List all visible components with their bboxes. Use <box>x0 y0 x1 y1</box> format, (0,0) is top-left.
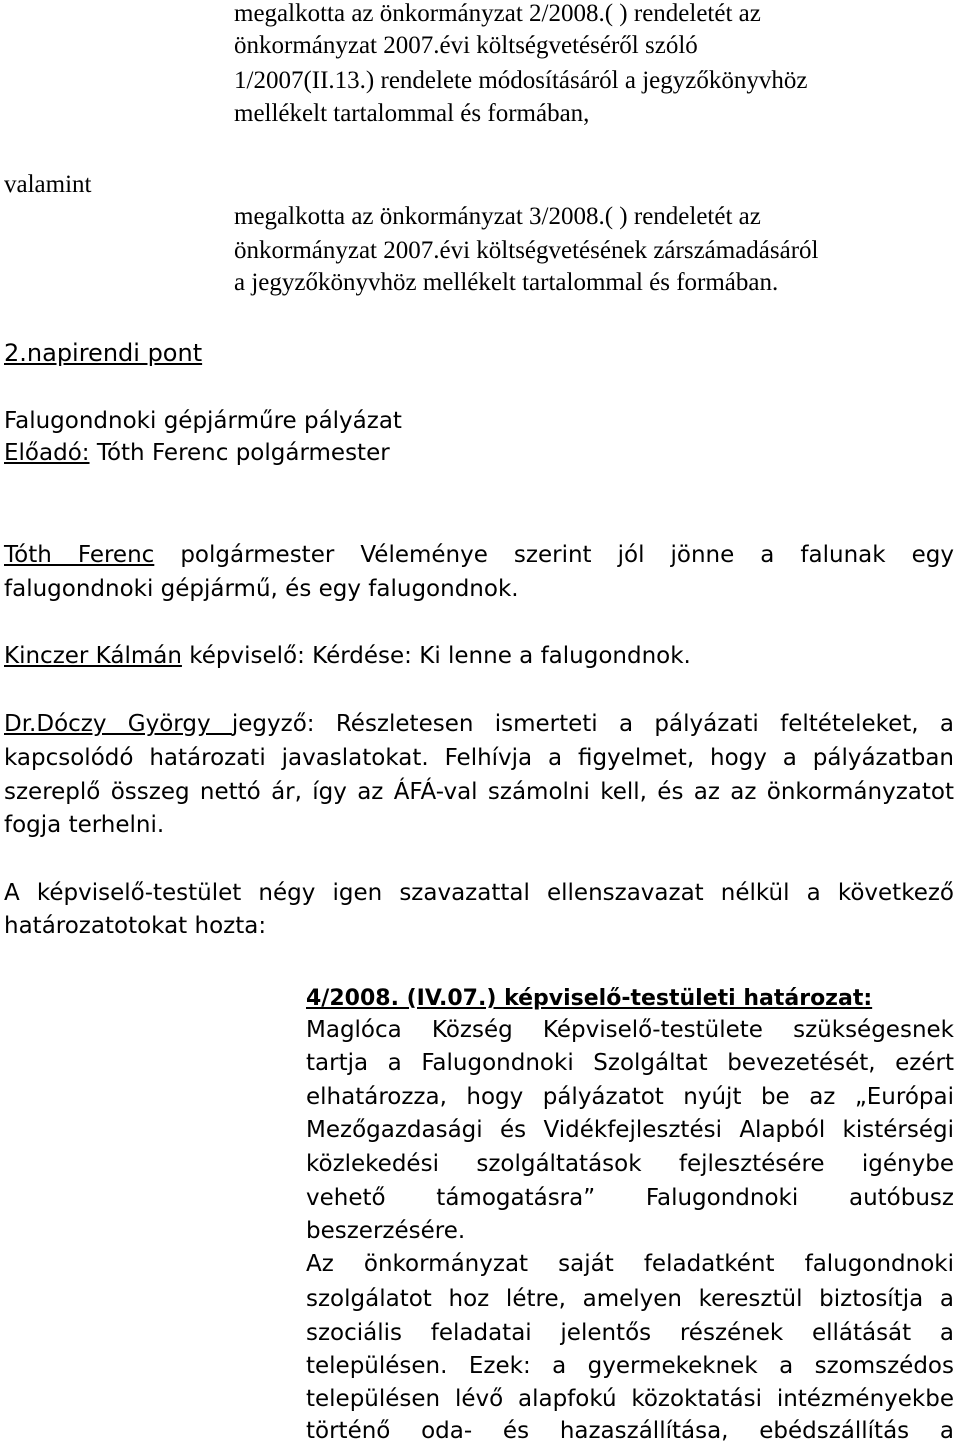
resolution-line-9: szolgálatot hoz létre, amelyen keresztül biztosítja a <box>306 1286 954 1312</box>
p3-speaker: Dr.Dóczy György <box>4 711 232 737</box>
intro-line-2: önkormányzat 2007.évi költségvetéséről szóló <box>234 32 698 59</box>
intro-line-7: a jegyzőkönyvhöz mellékelt tartalommal és formában. <box>234 269 779 296</box>
intro-line-1: megalkotta az önkormányzat 2/2008.( ) rendeletét az <box>234 0 761 27</box>
resolution-line-11: településen. Ezek: a gyermekeknek a szomszédos <box>306 1353 954 1379</box>
p2-line <box>4 641 691 671</box>
p3-line-1 <box>4 709 954 739</box>
intro-line-3: 1/2007(II.13.) rendelete módosításáról a jegyzőkönyvhöz <box>234 67 808 94</box>
resolution-line-4: Mezőgazdasági és Vidékfejlesztési Alapból kistérségi <box>306 1117 954 1143</box>
presenter-name: Tóth Ferenc polgármester <box>89 440 390 466</box>
agenda-presenter-line <box>4 438 390 468</box>
agenda-heading: 2.napirendi pont <box>4 339 203 367</box>
p3-line-1-rest: jegyző: Részletesen ismerteti a pályázati feltételeket, a <box>231 711 955 737</box>
presenter-label: Előadó: <box>4 440 90 466</box>
resolution-line-6: vehető támogatásra” Falugondnoki autóbusz <box>306 1185 954 1211</box>
valamint-label: valamint <box>4 171 92 198</box>
p1-line-1 <box>4 540 954 570</box>
resolution-line-12: településen lévő alapfokú közoktatási intézményekbe <box>306 1386 954 1412</box>
p3-line-4: fogja terhelni. <box>4 812 165 838</box>
resolution-line-2: tartja a Falugondnoki Szolgáltat bevezetését, ezért <box>306 1050 954 1076</box>
intro-line-4: mellékelt tartalommal és formában, <box>234 100 590 127</box>
resolution-title: 4/2008. (IV.07.) képviselő-testületi határozat: <box>306 986 873 1011</box>
p1-line-2: falugondnoki gépjármű, és egy falugondnok. <box>4 576 519 602</box>
intro-line-5: megalkotta az önkormányzat 3/2008.( ) rendeletét az <box>234 203 761 230</box>
p4-line-1: A képviselő-testület négy igen szavazattal ellenszavazat nélkül a következő <box>4 880 954 906</box>
p3-line-3: szereplő összeg nettó ár, így az ÁFÁ-val számolni kell, és az az önkormányzatot <box>4 779 954 805</box>
agenda-topic: Falugondnoki gépjárműre pályázat <box>4 408 402 434</box>
resolution-line-3: elhatározza, hogy pályázatot nyújt be az „Európai <box>306 1084 954 1110</box>
p3-line-2: kapcsolódó határozati javaslatokat. Felhívja a figyelmet, hogy a pályázatban <box>4 745 954 771</box>
intro-line-6-text: önkormányzat 2007.évi költségvetésének zárszámadásáról <box>234 237 819 264</box>
p4-line-2: határozatotokat hozta: <box>4 913 267 939</box>
resolution-line-8: Az önkormányzat saját feladatként falugondnoki <box>306 1251 954 1277</box>
resolution-line-13: történő oda- és hazaszállítása, ebédszállítás a <box>306 1418 954 1444</box>
intro-line-6 <box>234 236 819 266</box>
p2-rest: képviselő: Kérdése: Ki lenne a falugondnok. <box>181 643 691 669</box>
p2-speaker: Kinczer Kálmán <box>4 643 182 669</box>
resolution-line-10: szociális feladatai jelentős részének ellátását a <box>306 1320 954 1346</box>
resolution-line-1: Maglóca Község Képviselő-testülete szükségesnek <box>306 1017 954 1043</box>
p1-speaker: Tóth Ferenc <box>4 542 155 568</box>
resolution-line-5: közlekedési szolgáltatások fejlesztésére igénybe <box>306 1151 954 1177</box>
resolution-line-7: beszerzésére. <box>306 1218 466 1244</box>
p1-line-1-rest: polgármester Véleménye szerint jól jönne a falunak egy <box>154 542 954 568</box>
